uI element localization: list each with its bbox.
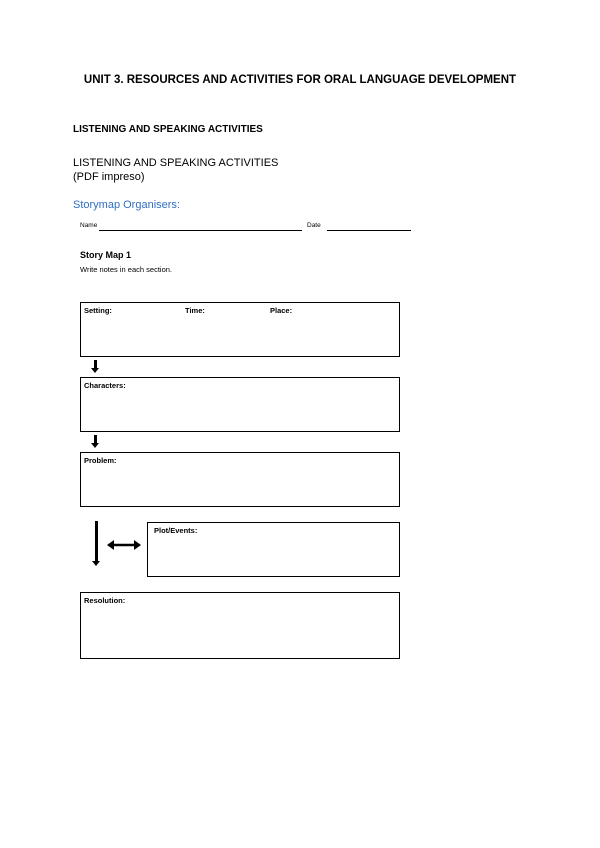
problem-box[interactable] (80, 452, 400, 507)
name-line (99, 230, 302, 231)
date-label: Date (307, 222, 321, 229)
setting-label: Setting: (84, 306, 112, 315)
long-down-arrow-icon (95, 521, 98, 562)
resolution-box[interactable] (80, 592, 400, 659)
date-line (327, 230, 411, 231)
subtext-line-1: LISTENING AND SPEAKING ACTIVITIES (73, 157, 279, 169)
story-map-instruction: Write notes in each section. (80, 265, 172, 274)
storymap-organisers-link[interactable]: Storymap Organisers: (73, 199, 180, 211)
down-arrow-icon (94, 360, 97, 369)
plot-events-label: Plot/Events: (154, 526, 198, 535)
subtext-line-2: (PDF impreso) (73, 171, 145, 183)
plot-events-box[interactable] (147, 522, 400, 577)
section-heading: LISTENING AND SPEAKING ACTIVITIES (73, 124, 263, 135)
problem-label: Problem: (84, 456, 117, 465)
name-label: Name (80, 222, 98, 229)
unit-title: UNIT 3. RESOURCES AND ACTIVITIES FOR ORAL LANGUAGE DEVELOPMENT (83, 74, 517, 86)
characters-box[interactable] (80, 377, 400, 432)
resolution-label: Resolution: (84, 596, 126, 605)
place-label: Place: (270, 306, 293, 315)
story-map-title: Story Map 1 (80, 250, 132, 260)
section-subtext (73, 156, 278, 184)
down-arrow-icon (94, 435, 97, 444)
setting-box[interactable] (80, 302, 400, 357)
double-arrow-icon (107, 538, 141, 552)
characters-label: Characters: (84, 381, 126, 390)
time-label: Time: (185, 306, 205, 315)
